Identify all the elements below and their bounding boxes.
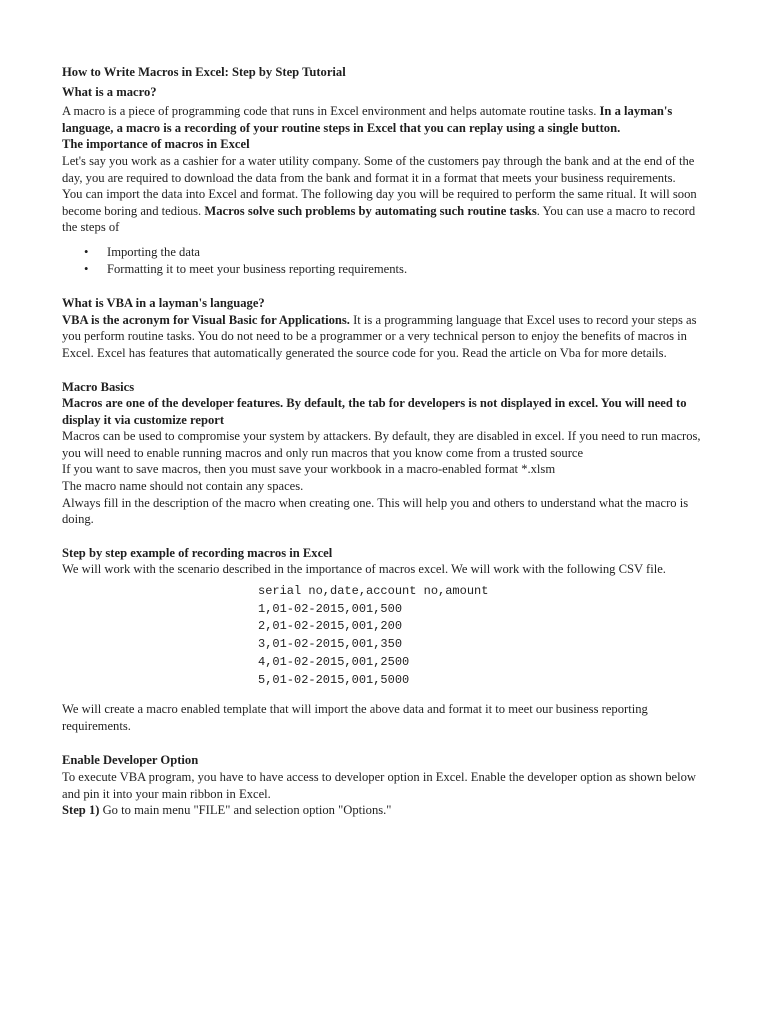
example-heading: Step by step example of recording macros in Excel	[62, 545, 333, 560]
csv-line: 2,01-02-2015,001,200	[258, 619, 403, 634]
list-item-text: Importing the data	[107, 244, 201, 259]
example-after: We will create a macro enabled template that will import the above data and format it to meet our business reporting requirements.	[62, 702, 648, 733]
list-item-text: Formatting it to meet your business reporting requirements.	[107, 261, 408, 276]
vba-text: It is a programming language that Excel uses to record your steps as you perform routine tasks. You do not need to be a programmer or a very technical person to enjoy the benefits of macros in Excel. Excel has features that automatically generated the source code for you. Read the article on Vba for more details.	[62, 312, 697, 360]
macro-basics-line-4: Always fill in the description of the macro when creating one. This will help you and others to understand what the macro is doing.	[62, 495, 689, 527]
vba-paragraph	[62, 312, 712, 362]
document-title: How to Write Macros in Excel: Step by Step Tutorial	[62, 65, 346, 79]
csv-line: serial no,date,account no,amount	[258, 584, 489, 599]
importance-text-a: You can import the data into Excel and format. The following day you will be required to perform the same ritual. It will soon become boring and tedious.	[62, 187, 697, 218]
what-is-macro-text: A macro is a piece of programming code that runs in Excel environment and helps automate routine tasks.	[62, 104, 600, 119]
csv-line: 4,01-02-2015,001,2500	[258, 654, 410, 669]
step-text: Go to main menu "FILE" and selection option "Options."	[99, 803, 392, 818]
macro-basics-bold: Macros are one of the developer features. By default, the tab for developers is not displayed in excel. You will need to display it via customize report	[62, 396, 687, 427]
document-body	[62, 64, 712, 819]
developer-paragraph: To execute VBA program, you have to have access to developer option in Excel. Enable the developer option as shown below and pin it into your main ribbon in Excel.	[62, 770, 696, 801]
importance-bold: Macros solve such problems by automating such routine tasks	[204, 203, 537, 218]
macro-basics-line-2: If you want to save macros, then you must save your workbook in a macro-enabled format *.xlsm	[62, 462, 556, 477]
macro-basics-line-3: The macro name should not contain any spaces.	[62, 479, 304, 494]
vba-heading: What is VBA in a layman's language?	[62, 296, 265, 311]
importance-heading: The importance of macros in Excel	[62, 137, 250, 152]
list-item	[62, 261, 712, 278]
steps-bullet-list	[62, 244, 712, 277]
developer-step-1	[62, 802, 712, 819]
csv-code-block	[258, 583, 712, 689]
macro-basics-heading: Macro Basics	[62, 379, 135, 394]
developer-heading: Enable Developer Option	[62, 753, 199, 768]
what-is-macro-bold: In a layman's language, a macro is a recording of your routine steps in Excel that you can replay using a single button.	[62, 104, 673, 135]
importance-paragraph-2	[62, 186, 712, 236]
example-intro: We will work with the scenario described in the importance of macros excel. We will work with the following CSV file.	[62, 562, 666, 577]
csv-line: 5,01-02-2015,001,5000	[258, 672, 410, 687]
what-is-macro-paragraph	[62, 103, 712, 136]
csv-line: 1,01-02-2015,001,500	[258, 601, 403, 616]
bullet-icon: •	[84, 244, 89, 259]
importance-paragraph-1: Let's say you work as a cashier for a water utility company. Some of the customers pay through the bank and at the end of the day, you are required to download the data from the bank and format it in a format that meets your business requirements.	[62, 153, 695, 185]
macro-basics-line-1: Macros can be used to compromise your system by attackers. By default, they are disabled in excel. If you need to run macros, you will need to enable running macros and only run macros that you know come from a trusted source	[62, 429, 701, 460]
bullet-icon: •	[84, 261, 89, 276]
list-item	[62, 244, 712, 261]
importance-text-b: . You can use a macro to record the steps of	[62, 203, 696, 235]
csv-line: 3,01-02-2015,001,350	[258, 637, 403, 652]
vba-bold: VBA is the acronym for Visual Basic for Applications.	[62, 312, 350, 327]
what-is-macro-heading: What is a macro?	[62, 84, 157, 99]
step-label: Step 1)	[62, 803, 100, 818]
